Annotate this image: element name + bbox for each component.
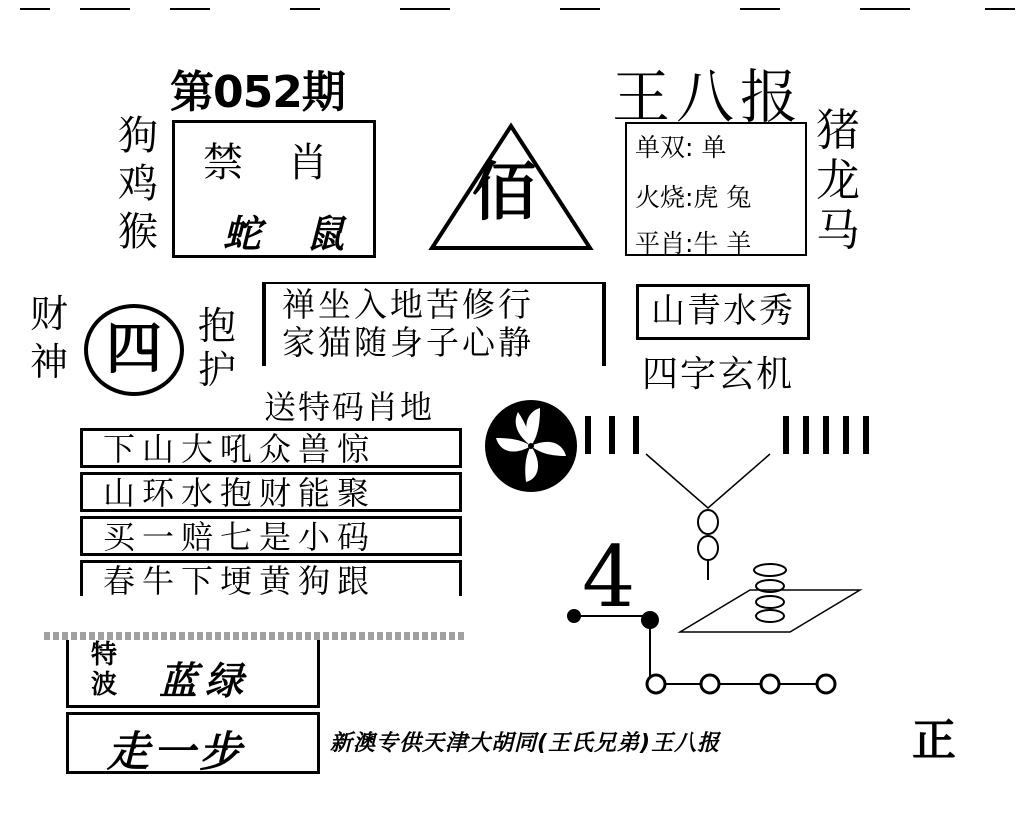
zodiac: 狗 <box>118 113 158 159</box>
embrace-label <box>198 304 236 392</box>
wave-char: 波 <box>91 670 118 700</box>
idiom-label: 四字玄机 <box>642 354 795 395</box>
embrace-char: 抱 <box>198 304 237 348</box>
footer-text: 新澳专供天津大胡同(王氏兄弟)王八报 <box>330 731 721 756</box>
top-mark <box>985 8 1015 10</box>
forbidden-label: 禁 肖 <box>203 140 344 186</box>
wave-value: 蓝绿 <box>159 659 252 703</box>
left-zodiacs <box>118 112 158 256</box>
zodiac: 龙 <box>816 155 860 206</box>
top-mark <box>740 8 780 10</box>
blurred-text-strip <box>44 632 464 640</box>
zodiac: 猪 <box>816 105 860 156</box>
verse-line: 买一赔七是小码 <box>80 516 462 556</box>
top-mark <box>290 8 320 10</box>
poem-box <box>262 282 606 366</box>
poem-line: 家猫随身子心静 <box>282 323 534 362</box>
odd-even: 单双: 单 <box>635 133 727 162</box>
issue-number: 第052期 <box>170 67 345 118</box>
lucky-number: 4 <box>582 528 636 626</box>
right-zodiacs <box>816 106 860 256</box>
wealth-god-char: 财 <box>30 292 69 336</box>
zodiac: 猴 <box>118 209 158 255</box>
wave-label <box>91 640 117 700</box>
forbidden-value: 蛇 鼠 <box>223 212 361 256</box>
top-mark <box>400 8 450 10</box>
verse-line: 山环水抱财能聚 <box>80 472 462 512</box>
info-box <box>625 122 807 256</box>
verse-line: 下山大吼众兽惊 <box>80 428 462 468</box>
paper-title: 王八报 <box>612 63 805 131</box>
top-mark <box>560 8 600 10</box>
top-mark <box>80 8 130 10</box>
forbidden-box <box>172 120 376 258</box>
wave-char: 特 <box>91 640 118 670</box>
wealth-god-number: 四 <box>84 304 184 396</box>
poem-line: 禅坐入地苦修行 <box>282 285 534 324</box>
embrace-char: 护 <box>198 348 237 392</box>
send-label: 送特码肖地 <box>264 388 435 426</box>
wealth-god-char: 神 <box>30 340 69 384</box>
step-box <box>66 712 320 774</box>
top-mark <box>860 8 910 10</box>
center-character: 佰 <box>472 156 536 230</box>
top-mark <box>170 8 210 10</box>
top-mark <box>20 8 50 10</box>
fire-burn: 火烧:虎 兔 <box>635 183 752 212</box>
verse-line: 春牛下埂黄狗跟 <box>80 560 462 596</box>
wealth-god-label <box>30 290 68 386</box>
zodiac: 鸡 <box>118 161 158 207</box>
zodiac: 马 <box>816 205 860 256</box>
wave-box <box>66 640 320 708</box>
flat-zodiac: 平肖:牛 羊 <box>635 229 752 258</box>
step-text: 走一步 <box>107 727 246 776</box>
idiom-box: 山青水秀 <box>636 284 810 340</box>
footer-mark: 正 <box>912 715 956 766</box>
